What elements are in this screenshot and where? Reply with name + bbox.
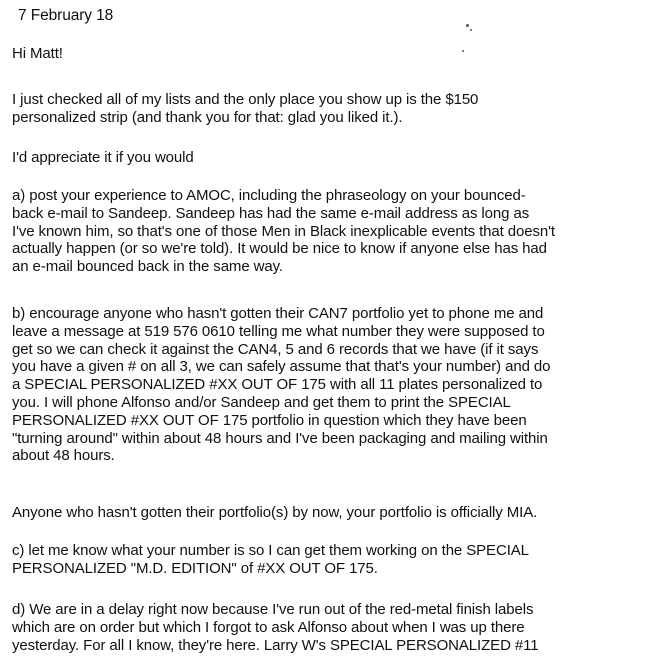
scan-speck [466, 24, 469, 27]
mia-note: Anyone who hasn't gotten their portfolio(s) by now, your portfolio is officially MIA. [12, 504, 538, 521]
item-c-paragraph: c) let me know what your number is so I can get them working on the SPECIAL PERSONALIZED "M.D. EDITION" of #XX OUT OF 175. [12, 542, 529, 577]
scan-speck [462, 50, 464, 52]
item-d-paragraph: d) We are in a delay right now because I've run out of the red-metal finish labels which are on order but which I forgot to ask Alfonso about when I was up there yesterday. For all I know, they're here. Larry W's SPECIAL PERSONALIZED #11 [12, 601, 539, 654]
request-line: I'd appreciate it if you would [12, 149, 194, 166]
greeting: Hi Matt! [12, 45, 63, 62]
intro-paragraph: I just checked all of my lists and the only place you show up is the $150 personalized strip (and thank you for that: glad you liked it.). [12, 91, 479, 126]
scan-speck [470, 29, 472, 31]
item-a-paragraph: a) post your experience to AMOC, including the phraseology on your bounced- back e-mail to Sandeep. Sandeep has had the same e-mail address as long as I've known him, so that's one of those Men in Black inexplicable events that doesn't actually happen (or so we're told). It would be nice to know if anyone else has had an e-mail bounced back in the same way. [12, 187, 556, 276]
item-b-paragraph: b) encourage anyone who hasn't gotten their CAN7 portfolio yet to phone me and leave a message at 519 576 0610 telling me what number they were supposed to get so we can check it against the CAN4, 5 and 6 records that we have (if it says you have a given # on all 3, we can safely assume that that's your number) and do a SPECIAL PERSONALIZED #XX OUT OF 175 with all 11 plates personalized to you. I will phone Alfonso and/or Sandeep and get them to print the SPECIAL PERSONALIZED #XX OUT OF 175 portfolio in question which they have been "turning around" within about 48 hours and I've been packaging and mailing within about 48 hours. [12, 305, 551, 465]
letter-date: 7 February 18 [18, 7, 114, 24]
